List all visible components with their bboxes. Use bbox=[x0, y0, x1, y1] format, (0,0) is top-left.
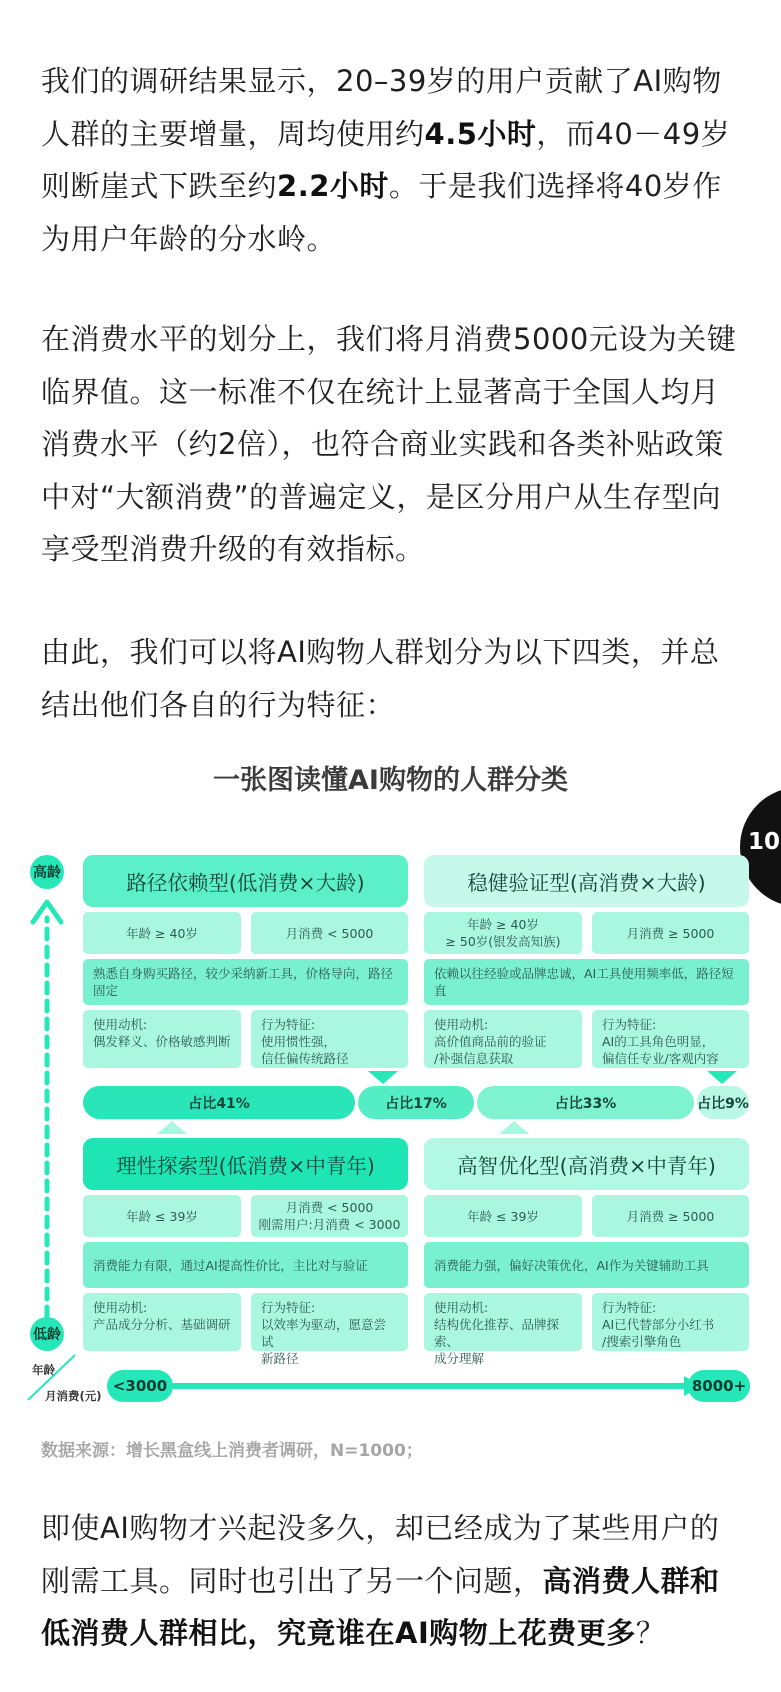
x-axis-low-label: <3000 bbox=[107, 1370, 173, 1402]
spend-criterion: 月消费 < 5000 bbox=[251, 912, 408, 954]
highlight-question: 高消费人群和低消费人群相比，究竟谁在AI购物上花费更多 bbox=[41, 1563, 720, 1650]
question-mark: ？ bbox=[635, 1616, 666, 1650]
y-axis-label-high: 高龄 bbox=[30, 855, 64, 889]
description: 熟悉自身购买路径，较少采纳新工具，价格导向，路径固定 bbox=[83, 959, 408, 1005]
description: 消费能力有限，通过AI提高性价比，主比对与验证 bbox=[83, 1242, 408, 1288]
data-source-note: 数据来源：增长黑盒线上消费者调研，N=1000； bbox=[41, 1441, 423, 1461]
connector-triangle-bl bbox=[157, 1121, 187, 1134]
spend-criterion: 月消费 < 5000 刚需用户:月消费 < 3000 bbox=[251, 1195, 408, 1237]
motive: 使用动机: 结构优化推荐、品牌探索、 成分理解 bbox=[424, 1293, 582, 1351]
behavior: 行为特征: AI已代替部分小红书 /搜索引擎角色 bbox=[592, 1293, 749, 1351]
paragraph-text: 。于是我们选择将40岁作为用户年龄的分水岭。 bbox=[41, 169, 722, 256]
connector-triangle-tr bbox=[368, 1071, 398, 1084]
paragraph-text: 即使AI购物才兴起没多久，却已经成为了某些用户的刚需工具。同时也引出了另一个问题， bbox=[41, 1511, 720, 1598]
y-axis-label-low: 低龄 bbox=[30, 1317, 64, 1351]
age-criterion: 年龄 ≤ 39岁 bbox=[83, 1195, 241, 1237]
motive: 使用动机: 偶发释义、价格敏感判断 bbox=[83, 1010, 241, 1068]
spend-criterion: 月消费 ≥ 5000 bbox=[592, 1195, 749, 1237]
description: 消费能力强，偏好决策优化，AI作为关键辅助工具 bbox=[424, 1242, 749, 1288]
quadrant-title: 理性探索型(低消费×中青年) bbox=[83, 1138, 408, 1190]
quadrant-high-iq-optimizer bbox=[424, 1138, 749, 1366]
share-bar-17: 占比17% bbox=[358, 1086, 474, 1119]
connector-triangle-tr-right bbox=[707, 1071, 737, 1084]
quadrant-steady-verifier bbox=[424, 855, 749, 1067]
quadrant-title: 高智优化型(高消费×中青年) bbox=[424, 1138, 749, 1190]
spend-criterion: 月消费 ≥ 5000 bbox=[592, 912, 749, 954]
quadrant-title: 路径依赖型(低消费×大龄) bbox=[83, 855, 408, 907]
quadrant-title: 稳健验证型(高消费×大龄) bbox=[424, 855, 749, 907]
axis-age-label: 年龄 bbox=[32, 1363, 55, 1377]
behavior: 行为特征: AI的工具角色明显， 偏信任专业/客观内容 bbox=[592, 1010, 749, 1068]
paragraph-four-types: 由此，我们可以将AI购物人群划分为以下四类，并总结出他们各自的行为特征： bbox=[41, 635, 720, 722]
share-bar-9: 占比9% bbox=[697, 1086, 749, 1119]
behavior: 行为特征: 使用惯性强， 信任偏传统路径 bbox=[251, 1010, 408, 1068]
quadrant-path-dependent bbox=[83, 855, 408, 1067]
age-criterion: 年龄 ≥ 40岁 ≥ 50岁(银发高知族) bbox=[424, 912, 582, 954]
motive: 使用动机: 产品成分分析、基础调研 bbox=[83, 1293, 241, 1351]
highlight-4-5-hours: 4.5小时 bbox=[424, 116, 537, 151]
connector-triangle-br bbox=[499, 1121, 529, 1134]
paragraph-outro bbox=[41, 1502, 741, 1660]
x-axis-high-label: 8000+ bbox=[688, 1370, 750, 1402]
age-criterion: 年龄 ≤ 39岁 bbox=[424, 1195, 582, 1237]
motive: 使用动机: 高价值商品前的验证 /补强信息获取 bbox=[424, 1010, 582, 1068]
highlight-2-2-hours: 2.2小时 bbox=[277, 169, 389, 203]
age-criterion: 年龄 ≥ 40岁 bbox=[83, 912, 241, 954]
description: 依赖以往经验或品牌忠诚，AI工具使用频率低，路径短直 bbox=[424, 959, 749, 1005]
page-number: 10 bbox=[748, 829, 781, 855]
axis-spend-label: 月消费(元) bbox=[45, 1389, 102, 1403]
share-bar-33: 占比33% bbox=[477, 1086, 694, 1119]
paragraph-text: 我们的调研结果显示，20–39岁的用户贡献了AI购物人群的主要增量，周均使用约 bbox=[41, 64, 722, 151]
behavior: 行为特征: 以效率为驱动，愿意尝试 新路径 bbox=[251, 1293, 408, 1351]
paragraph-spend-threshold: 在消费水平的划分上，我们将月消费5000元设为关键临界值。这一标准不仅在统计上显著高于全国人均月消费水平（约2倍），也符合商业实践和各类补贴政策中对“大额消费”的普遍定义，是区分用户从生存型向享受型消费升级的有效指标。 bbox=[41, 322, 737, 566]
quadrant-rational-explorer bbox=[83, 1138, 408, 1366]
paragraph-text: ，而40－49岁则断崖式下跌至约 bbox=[41, 116, 731, 203]
figure-title: 一张图读懂AI购物的人群分类 bbox=[213, 765, 568, 796]
share-bar-41: 占比41% bbox=[83, 1086, 355, 1119]
